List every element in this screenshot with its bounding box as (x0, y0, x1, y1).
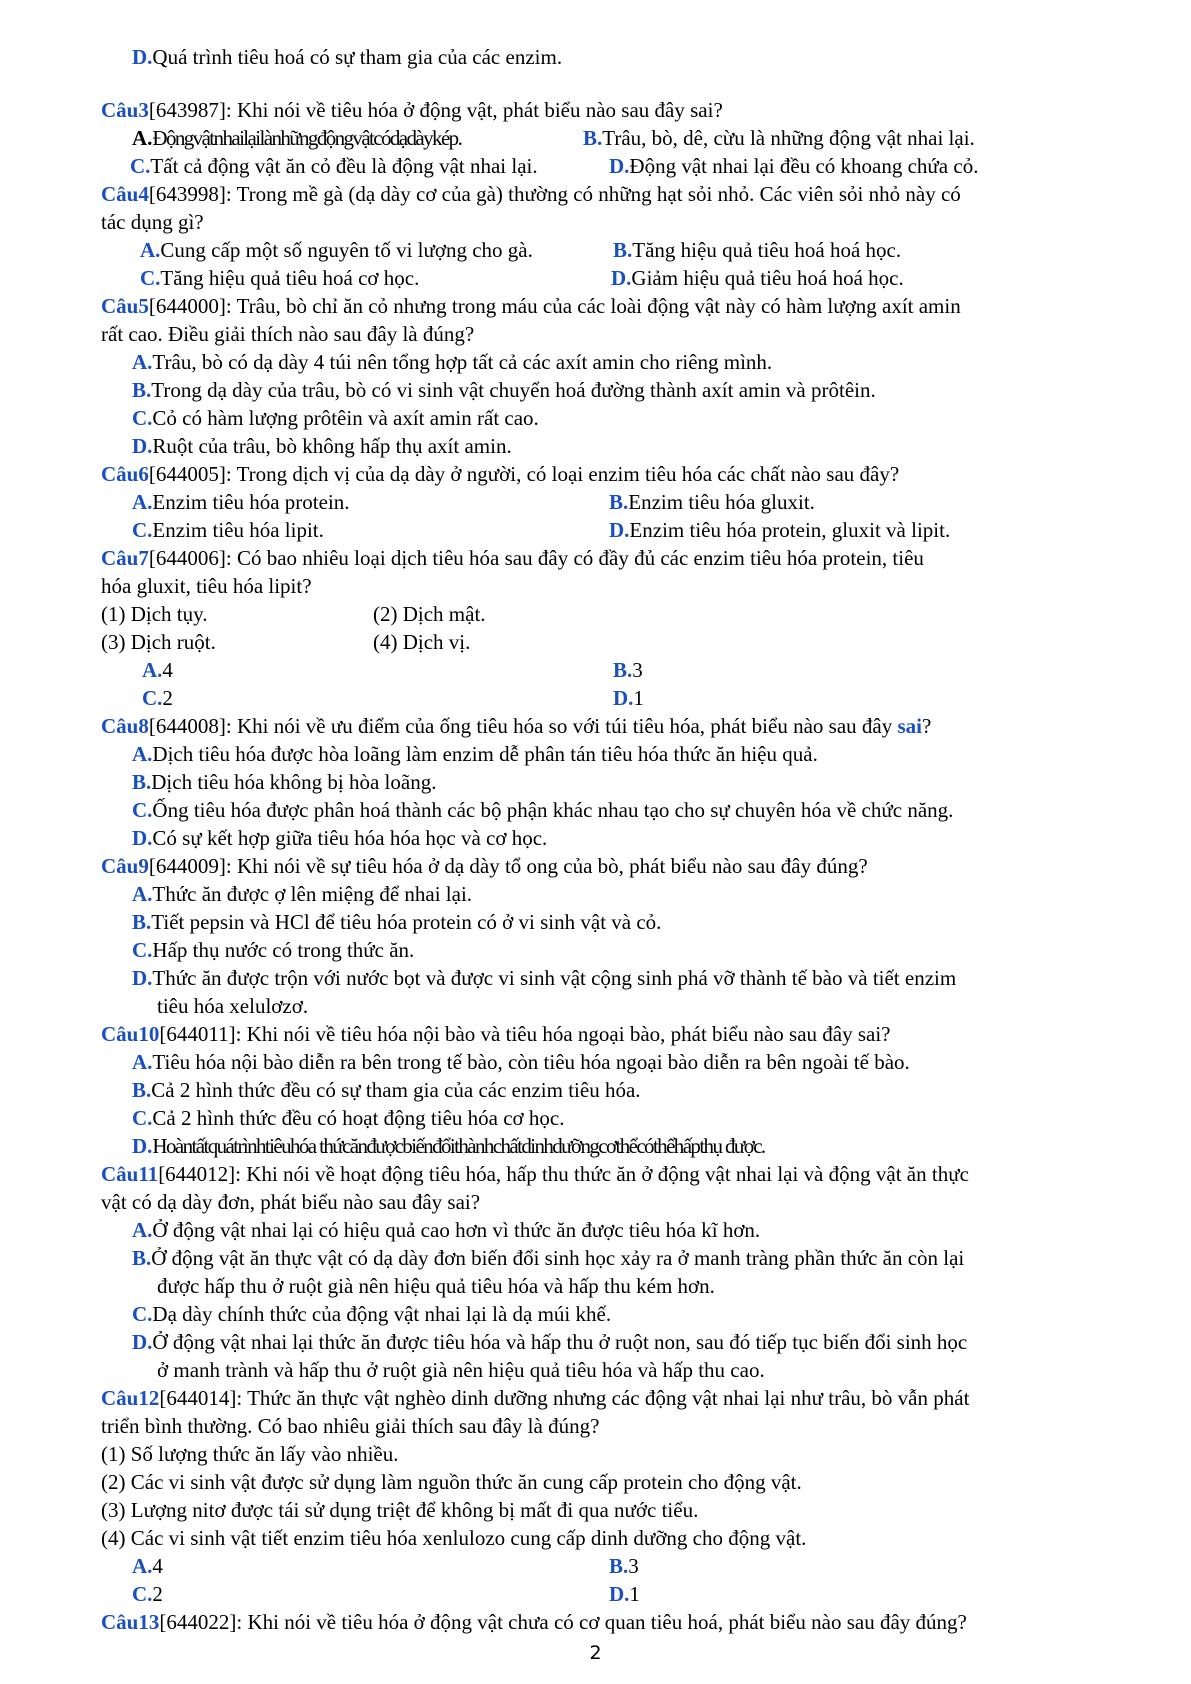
q12-label: Câu12 (101, 1386, 160, 1410)
q4-stem-line1: Câu4[643998]: Trong mề gà (dạ dày cơ của gà) thường có những hạt sỏi nhỏ. Các viên sỏi nhỏ này có (101, 182, 961, 206)
q5-stem-line1: Câu5[644000]: Trâu, bò chỉ ăn cỏ nhưng trong máu của các loài động vật này có hàm lượng axít amin (101, 294, 961, 318)
q11-option-d: D.Ở động vật nhai lại thức ăn được tiêu hóa và hấp thu ở ruột non, sau đó tiếp tục biến đổi sinh học (132, 1330, 968, 1354)
q4-stem-line2: tác dụng gì? (101, 210, 204, 234)
q9-option-a: A.Thức ăn được ợ lên miệng để nhai lại. (132, 882, 473, 906)
q3-label: Câu3 (101, 98, 149, 122)
q3-option-a: A.Độngvậtnhailạilànhữngđộngvậtcódạdàykép. (132, 126, 462, 150)
q3-option-d: D.Động vật nhai lại đều có khoang chứa cỏ. (609, 154, 979, 178)
q8-label: Câu8 (101, 714, 149, 738)
q10-label: Câu10 (101, 1022, 160, 1046)
q11-option-d-cont: ở manh trành và hấp thu ở ruột già nên hiệu quả tiêu hóa và hấp thu cao. (157, 1358, 765, 1382)
q2-option-d: D.Quá trình tiêu hoá có sự tham gia của các enzim. (132, 45, 563, 69)
q6-label: Câu6 (101, 462, 149, 486)
q9-option-d: D.Thức ăn được trộn với nước bọt và được vi sinh vật cộng sinh phá vỡ thành tế bào và tiết enzim (132, 966, 957, 990)
q13-label: Câu13 (101, 1610, 160, 1634)
q10-stem: Câu10[644011]: Khi nói về tiêu hóa nội bào và tiêu hóa ngoại bào, phát biểu nào sau đây sai? (101, 1022, 891, 1046)
q11-option-b-cont: được hấp thu ở ruột già nên hiệu quả tiêu hóa và hấp thu kém hơn. (157, 1274, 715, 1298)
q5-stem-line2: rất cao. Điều giải thích nào sau đây là đúng? (101, 322, 475, 346)
q7-stem-line2: hóa gluxit, tiêu hóa lipit? (101, 574, 312, 598)
q4-option-c: C.Tăng hiệu quả tiêu hoá cơ học. (140, 266, 420, 290)
q3-option-c: C.Tất cả động vật ăn cỏ đều là động vật nhai lại. (130, 154, 538, 178)
q7-statement-1: (1) Dịch tụy. (101, 602, 208, 626)
q11-label: Câu11 (101, 1162, 159, 1186)
page-number: 2 (589, 1642, 602, 1664)
q3-stem: Câu3[643987]: Khi nói về tiêu hóa ở động vật, phát biểu nào sau đây sai? (101, 98, 723, 122)
q11-stem-line1: Câu11[644012]: Khi nói về hoạt động tiêu hóa, hấp thu thức ăn ở động vật nhai lại và động vật ăn thực (101, 1162, 969, 1186)
q6-option-b: B.Enzim tiêu hóa gluxit. (609, 490, 815, 514)
q7-statement-2: (2) Dịch mật. (373, 602, 486, 626)
q12-option-b: B.3 (609, 1554, 639, 1578)
q12-statement-4: (4) Các vi sinh vật tiết enzim tiêu hóa xenlulozo cung cấp dinh dưỡng cho động vật. (101, 1526, 807, 1550)
q6-stem: Câu6[644005]: Trong dịch vị của dạ dày ở người, có loại enzim tiêu hóa các chất nào sau đây? (101, 462, 900, 486)
q8-option-b: B.Dịch tiêu hóa không bị hòa loãng. (132, 770, 437, 794)
q7-option-c: C.2 (142, 686, 173, 710)
q11-option-b: B.Ở động vật ăn thực vật có dạ dày đơn biến đổi sinh học xảy ra ở manh tràng phần thức ăn còn lại (132, 1246, 965, 1270)
q9-label: Câu9 (101, 854, 149, 878)
q7-option-d: D.1 (613, 686, 644, 710)
q12-option-d: D.1 (609, 1582, 640, 1606)
q11-option-c: C.Dạ dày chính thức của động vật nhai lại là dạ múi khế. (132, 1302, 612, 1326)
q7-option-b: B.3 (613, 658, 643, 682)
q9-option-c: C.Hấp thụ nước có trong thức ăn. (132, 938, 415, 962)
q10-option-c: C.Cả 2 hình thức đều có hoạt động tiêu hóa cơ học. (132, 1106, 565, 1130)
q6-option-a: A.Enzim tiêu hóa protein. (132, 490, 350, 514)
q10-option-d: D.Hoàntấtquátrìnhtiêuhóa thứcănđượcbiếnđổithànhchấtdinhdưỡngcơthểcóthểhấpthụ được. (132, 1134, 765, 1158)
q4-label: Câu4 (101, 182, 149, 206)
q12-option-a: A.4 (132, 1554, 163, 1578)
q8-option-a: A.Dịch tiêu hóa được hòa loãng làm enzim dễ phân tán tiêu hóa thức ăn hiệu quả. (132, 742, 818, 766)
q8-option-c: C.Ống tiêu hóa được phân hoá thành các bộ phận khác nhau tạo cho sự chuyên hóa về chức năng. (132, 798, 954, 822)
q12-option-c: C.2 (132, 1582, 163, 1606)
q5-label: Câu5 (101, 294, 149, 318)
q12-stem-line1: Câu12[644014]: Thức ăn thực vật nghèo dinh dưỡng nhưng các động vật nhai lại như trâu, bò vẫn phát (101, 1386, 970, 1410)
q11-option-a: A.Ở động vật nhai lại có hiệu quả cao hơn vì thức ăn được tiêu hóa kĩ hơn. (132, 1218, 761, 1242)
q7-label: Câu7 (101, 546, 149, 570)
q7-option-a: A.4 (142, 658, 173, 682)
q10-option-b: B.Cả 2 hình thức đều có sự tham gia của các enzim tiêu hóa. (132, 1078, 641, 1102)
q12-stem-line2: triển bình thường. Có bao nhiêu giải thích sau đây là đúng? (101, 1414, 600, 1438)
q12-statement-1: (1) Số lượng thức ăn lấy vào nhiều. (101, 1442, 399, 1466)
q8-emphasis: sai (897, 714, 922, 738)
q13-stem: Câu13[644022]: Khi nói về tiêu hóa ở động vật chưa có cơ quan tiêu hoá, phát biểu nào sau đây đúng? (101, 1610, 967, 1634)
q9-option-b: B.Tiết pepsin và HCl để tiêu hóa protein có ở vi sinh vật và cỏ. (132, 910, 662, 934)
q7-statement-4: (4) Dịch vị. (373, 630, 471, 654)
q5-option-c: C.Cỏ có hàm lượng prôtêin và axít amin rất cao. (132, 406, 539, 430)
q11-stem-line2: vật có dạ dày đơn, phát biểu nào sau đây sai? (101, 1190, 481, 1214)
q7-stem-line1: Câu7[644006]: Có bao nhiêu loại dịch tiêu hóa sau đây có đầy đủ các enzim tiêu hóa protein, tiêu (101, 546, 924, 570)
q9-option-d-cont: tiêu hóa xelulơzơ. (157, 994, 309, 1018)
q7-statement-3: (3) Dịch ruột. (101, 630, 216, 654)
q4-option-b: B.Tăng hiệu quả tiêu hoá hoá học. (613, 238, 902, 262)
q8-stem: Câu8[644008]: Khi nói về ưu điểm của ống tiêu hóa so với túi tiêu hóa, phát biểu nào sau đây sai? (101, 714, 932, 738)
q8-option-d: D.Có sự kết hợp giữa tiêu hóa hóa học và cơ học. (132, 826, 548, 850)
q6-option-d: D.Enzim tiêu hóa protein, gluxit và lipit. (609, 518, 951, 542)
q5-option-b: B.Trong dạ dày của trâu, bò có vi sinh vật chuyển hoá đường thành axít amin và prôtêin. (132, 378, 876, 402)
q5-option-d: D.Ruột của trâu, bò không hấp thụ axít amin. (132, 434, 512, 458)
q5-option-a: A.Trâu, bò có dạ dày 4 túi nên tổng hợp tất cả các axít amin cho riêng mình. (132, 350, 773, 374)
q4-option-a: A.Cung cấp một số nguyên tố vi lượng cho gà. (140, 238, 533, 262)
q3-option-b: B.Trâu, bò, dê, cừu là những động vật nhai lại. (583, 126, 975, 150)
q6-option-c: C.Enzim tiêu hóa lipit. (132, 518, 324, 542)
q12-statement-3: (3) Lượng nitơ được tái sử dụng triệt để không bị mất đi qua nước tiểu. (101, 1498, 699, 1522)
q9-stem: Câu9[644009]: Khi nói về sự tiêu hóa ở dạ dày tổ ong của bò, phát biểu nào sau đây đúng? (101, 854, 868, 878)
q12-statement-2: (2) Các vi sinh vật được sử dụng làm nguồn thức ăn cung cấp protein cho động vật. (101, 1470, 802, 1494)
q10-option-a: A.Tiêu hóa nội bào diễn ra bên trong tế bào, còn tiêu hóa ngoại bào diễn ra bên ngoài tế bào. (132, 1050, 910, 1074)
q4-option-d: D.Giảm hiệu quả tiêu hoá hoá học. (611, 266, 904, 290)
